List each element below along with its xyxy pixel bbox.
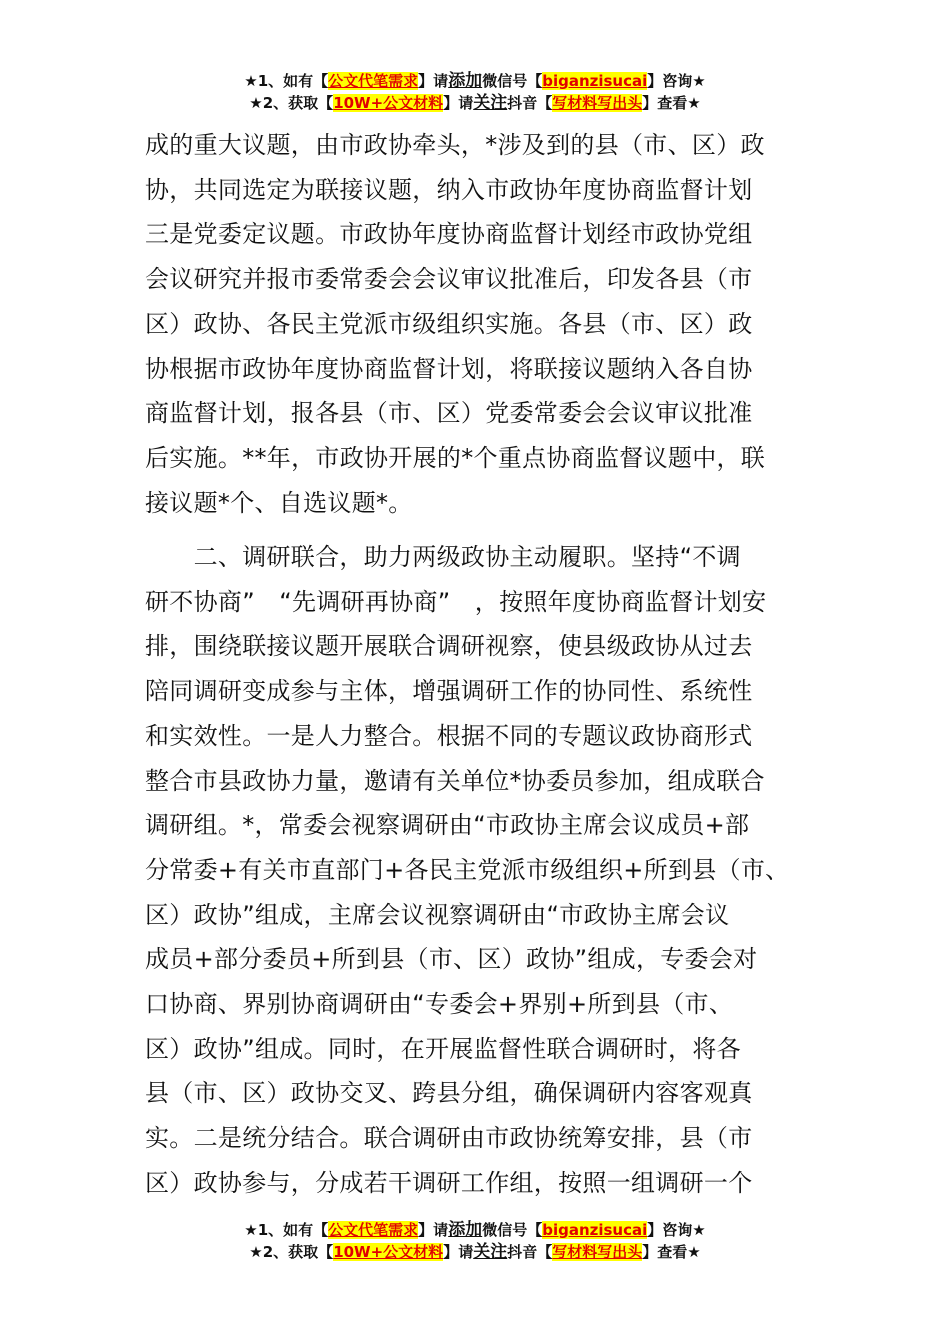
text-line: 和实效性。一是人力整合。根据不同的专题议政协商形式 bbox=[145, 721, 753, 750]
text: ★2、获取【 bbox=[249, 1243, 334, 1261]
promo-line-1 bbox=[0, 70, 950, 92]
promo-banner-bottom bbox=[0, 1219, 950, 1263]
text: 添加 bbox=[448, 71, 483, 91]
text-line: 后实施。**年，市政协开展的*个重点协商监督议题中，联 bbox=[145, 443, 766, 472]
text: ★1、如有【 bbox=[244, 72, 329, 90]
text-line: 协，共同选定为联接议题，纳入市政协年度协商监督计划 bbox=[145, 175, 753, 204]
text-line: 整合市县政协力量，邀请有关单位*协委员参加，组成联合 bbox=[145, 766, 765, 795]
text: 】请 bbox=[443, 1243, 474, 1261]
text: 关注 bbox=[473, 1242, 508, 1262]
highlight: 10W+公文材料 bbox=[333, 94, 444, 112]
text: ★2、获取【 bbox=[249, 94, 334, 112]
text: 】请 bbox=[418, 1221, 449, 1239]
text-line: 协根据市政协年度协商监督计划，将联接议题纳入各自协 bbox=[145, 354, 753, 383]
text: 】请 bbox=[443, 94, 474, 112]
text-line: 接议题*个、自选议题*。 bbox=[145, 488, 413, 517]
text-line: 会议研究并报市委常委会会议审议批准后，印发各县（市 bbox=[145, 265, 753, 294]
wechat-id: biganzisucai bbox=[542, 1221, 648, 1239]
text-line: 成员+部分委员+所到县（市、区）政协”组成，专委会对 bbox=[145, 945, 758, 974]
highlight: 公文代笔需求 bbox=[328, 1221, 419, 1239]
text-line: 区）政协参与，分成若干调研工作组，按照一组调研一个 bbox=[145, 1168, 753, 1197]
text-line: 二、调研联合，助力两级政协主动履职。坚持“不调 bbox=[145, 543, 741, 571]
text-line: 研不协商” “先调研再协商” ，按照年度协商监督计划安 bbox=[145, 587, 767, 616]
text: 】咨询★ bbox=[647, 72, 706, 90]
highlight: 公文代笔需求 bbox=[328, 72, 419, 90]
text: 添加 bbox=[448, 1220, 483, 1240]
text-line: 调研组。*，常委会视察调研由“市政协主席会议成员+部 bbox=[145, 811, 750, 840]
promo-line-1 bbox=[0, 1219, 950, 1241]
text: ★1、如有【 bbox=[244, 1221, 329, 1239]
wechat-id: biganzisucai bbox=[542, 72, 648, 90]
highlight: 写材料写出头 bbox=[552, 1243, 643, 1261]
text-line: 三是党委定议题。市政协年度协商监督计划经市政协党组 bbox=[145, 220, 753, 249]
text: 】咨询★ bbox=[647, 1221, 706, 1239]
text-line: 陪同调研变成参与主体，增强调研工作的协同性、系统性 bbox=[145, 677, 753, 706]
text-line: 实。二是统分结合。联合调研由市政协统筹安排，县（市 bbox=[145, 1124, 753, 1153]
text: 】查看★ bbox=[642, 94, 701, 112]
text-line: 县（市、区）政协交叉、跨县分组，确保调研内容客观真 bbox=[145, 1079, 753, 1108]
promo-banner-top bbox=[0, 70, 950, 114]
text: 抖音【 bbox=[507, 94, 553, 112]
highlight: 10W+公文材料 bbox=[333, 1243, 444, 1261]
text-line: 排，围绕联接议题开展联合调研视察，使县级政协从过去 bbox=[145, 632, 753, 661]
text: 】查看★ bbox=[642, 1243, 701, 1261]
text-line: 区）政协”组成，主席会议视察调研由“市政协主席会议 bbox=[145, 900, 730, 929]
text: 抖音【 bbox=[507, 1243, 553, 1261]
highlight: 写材料写出头 bbox=[552, 94, 643, 112]
text: 】请 bbox=[418, 72, 449, 90]
text-line: 区）政协”组成。同时，在开展监督性联合调研时，将各 bbox=[145, 1034, 741, 1063]
text-line: 区）政协、各民主党派市级组织实施。各县（市、区）政 bbox=[145, 309, 753, 338]
text-line: 商监督计划，报各县（市、区）党委常委会会议审议批准 bbox=[145, 399, 753, 428]
promo-line-2 bbox=[0, 1241, 950, 1263]
text-line: 口协商、界别协商调研由“专委会+界别+所到县（市、 bbox=[145, 990, 734, 1018]
text: 关注 bbox=[473, 93, 508, 113]
text-line: 分常委+有关市直部门+各民主党派市级组织+所到县（市、 bbox=[145, 855, 790, 884]
promo-line-2 bbox=[0, 92, 950, 114]
text: 微信号【 bbox=[482, 1221, 543, 1239]
text: 微信号【 bbox=[482, 72, 543, 90]
text-line: 成的重大议题，由市政协牵头，*涉及到的县（市、区）政 bbox=[145, 131, 765, 159]
